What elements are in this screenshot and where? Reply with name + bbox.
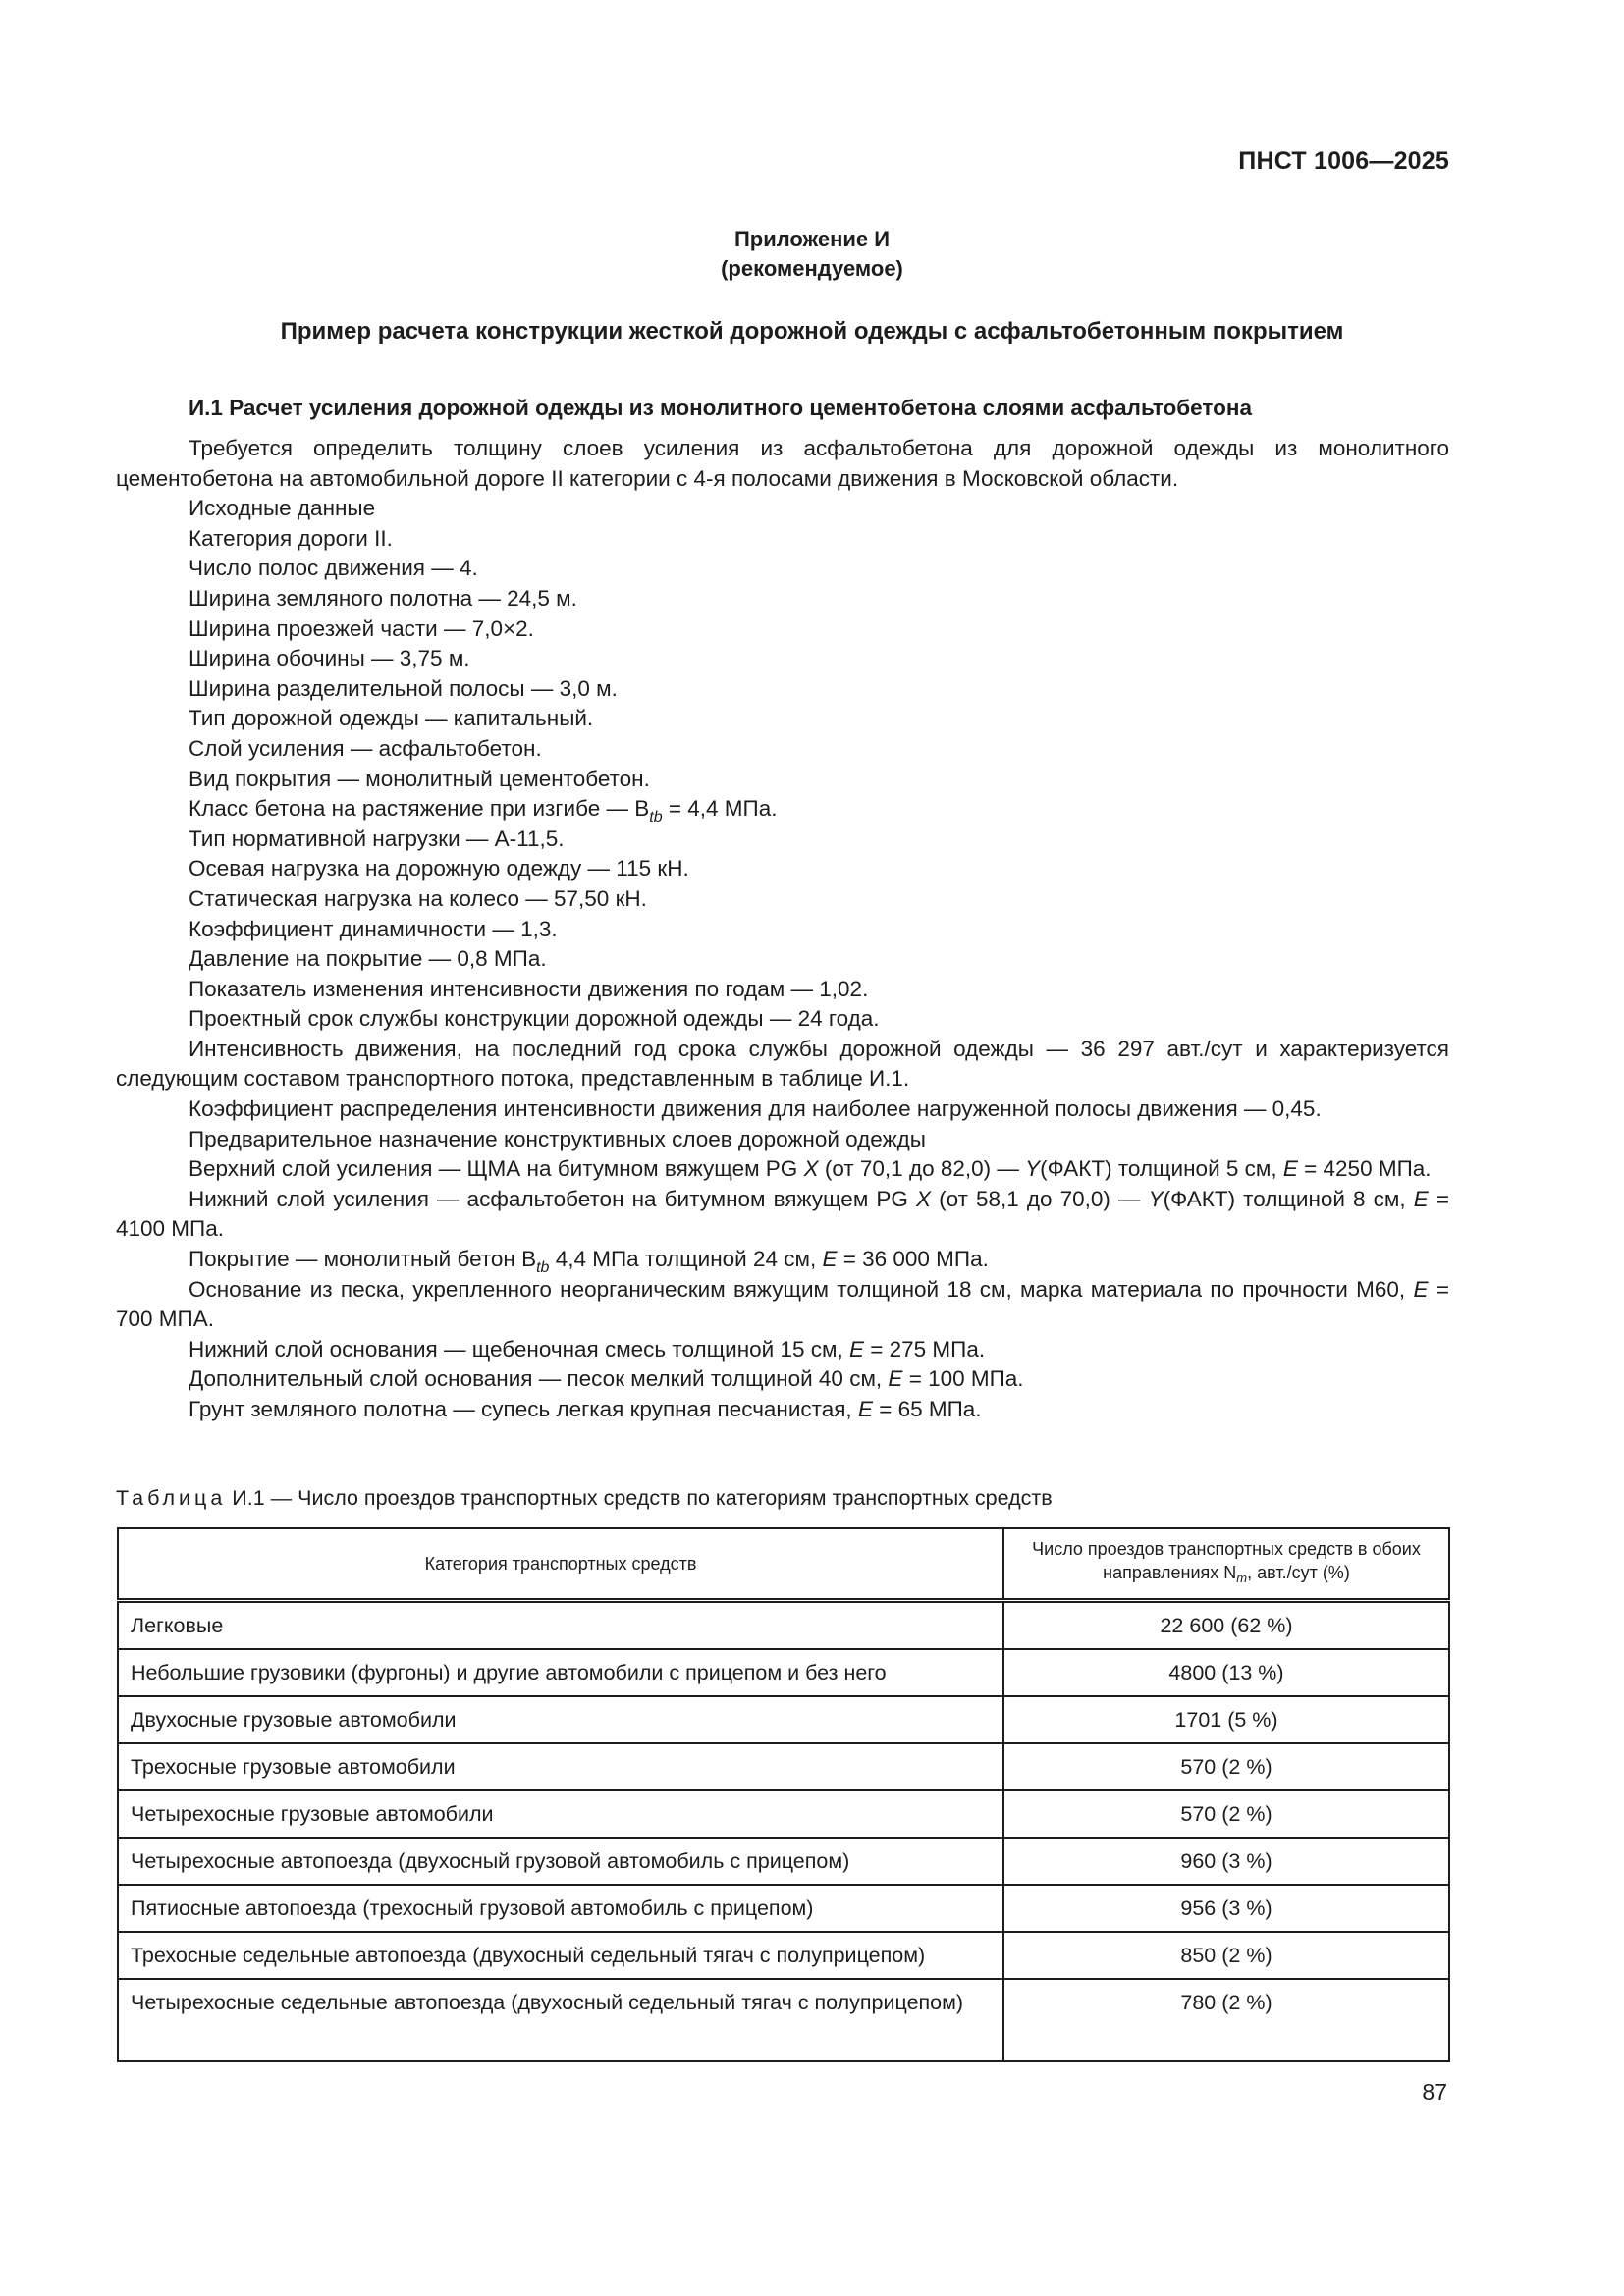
paragraph: Статическая нагрузка на колесо — 57,50 кН. [189, 885, 647, 911]
text: = 36 000 МПа. [837, 1247, 989, 1272]
paragraph: Тип нормативной нагрузки — А-11,5. [189, 826, 565, 851]
table-caption [116, 1486, 1053, 1511]
cell-category: Четырехосные автопоезда (двухосный грузовой автомобиль с прицепом) [118, 1838, 1003, 1885]
column-header-category: Категория транспортных средств [118, 1528, 1003, 1601]
symbol: X [915, 1186, 931, 1211]
annex-title: Приложение И [733, 227, 891, 251]
text: (от 70,1 до 82,0) — [818, 1156, 1026, 1182]
table-row [118, 1979, 1449, 2061]
paragraph [116, 1275, 1449, 1335]
table-row [118, 1743, 1449, 1790]
text: Дополнительный слой основания — песок мелкий толщиной 40 см, [189, 1366, 889, 1392]
text: 4,4 МПа толщиной 24 см, [549, 1247, 823, 1272]
cell-count: 22 600 (62 %) [1003, 1601, 1449, 1650]
cell-category: Четырехосные грузовые автомобили [118, 1790, 1003, 1838]
subscript: tb [536, 1259, 550, 1277]
paragraph: Проектный срок службы конструкции дорожной одежды — 24 года. [189, 1006, 880, 1032]
text: Класс бетона на растяжение при изгибе — B [189, 796, 650, 822]
text: Число проездов транспортных средств в обоих направлениях N [1032, 1539, 1421, 1582]
table-row [118, 1790, 1449, 1838]
table-row [118, 1696, 1449, 1743]
table-row [118, 1601, 1449, 1650]
subscript: tb [649, 809, 663, 827]
symbol: E [822, 1247, 838, 1272]
paragraph: Ширина обочины — 3,75 м. [189, 646, 470, 671]
text: (от 58,1 до 70,0) — [931, 1186, 1149, 1211]
symbol: Y [1025, 1156, 1041, 1182]
text: Основание из песка, укрепленного неорганическим вяжущим толщиной 18 см, марка материала по прочности М60, [189, 1276, 1414, 1302]
cell-count: 956 (3 %) [1003, 1885, 1449, 1932]
paragraph: Осевая нагрузка на дорожную одежду — 115 кН. [189, 856, 689, 881]
symbol: E [888, 1366, 903, 1392]
symbol: E [1282, 1156, 1298, 1182]
text: = 4250 МПа. [1297, 1156, 1432, 1182]
table-header-row [118, 1528, 1449, 1601]
symbol: E [857, 1397, 873, 1421]
text: (ФАКТ) толщиной 5 см, [1040, 1156, 1283, 1182]
cell-count: 4800 (13 %) [1003, 1649, 1449, 1696]
symbol: E [848, 1336, 864, 1362]
table-row [118, 1649, 1449, 1696]
paragraph: Категория дороги II. [189, 525, 393, 551]
table-caption-text: И.1 — Число проездов транспортных средств по категориям транспортных средств [226, 1486, 1053, 1510]
text: = 700 МПА. [116, 1276, 1449, 1332]
paragraph [116, 1185, 1449, 1245]
symbol: E [1413, 1276, 1429, 1302]
text: = 100 МПа. [902, 1366, 1024, 1392]
paragraph: Ширина земляного полотна — 24,5 м. [189, 585, 577, 611]
text: = 275 МПа. [863, 1336, 986, 1362]
paragraph: Требуется определить толщину слоев усиления из асфальтобетона для дорожной одежды из монолитного цементобетона на автомобильной дороге II категории с 4-я полосами движения в Московской области. [116, 436, 1449, 491]
cell-category: Трехосные седельные автопоезда (двухосный седельный тягач с полуприцепом) [118, 1932, 1003, 1979]
subscript: m [1236, 1571, 1248, 1585]
symbol: Y [1148, 1186, 1164, 1211]
paragraph: Коэффициент динамичности — 1,3. [189, 916, 558, 941]
paragraph: Коэффициент распределения интенсивности движения для наиболее нагруженной полосы движения — 0,45. [189, 1096, 1322, 1122]
paragraph [116, 1395, 1449, 1425]
paragraph [116, 1245, 1449, 1275]
section-body [116, 434, 1449, 1425]
paragraph: Вид покрытия — монолитный цементобетон. [189, 766, 650, 791]
section-title: И.1 Расчет усиления дорожной одежды из монолитного цементобетона слоями асфальтобетона [189, 396, 1252, 420]
text: = 65 МПа. [872, 1397, 982, 1421]
cell-category: Трехосные грузовые автомобили [118, 1743, 1003, 1790]
paragraph [116, 794, 1449, 825]
table-caption-label: Таблица [116, 1486, 227, 1510]
cell-count: 850 (2 %) [1003, 1932, 1449, 1979]
text: Грунт земляного полотна — супесь легкая крупная песчанистая, [189, 1397, 858, 1421]
text: Верхний слой усиления — ЩМА на битумном вяжущем PG [189, 1156, 804, 1182]
paragraph: Показатель изменения интенсивности движения по годам — 1,02. [189, 976, 869, 1001]
document-code: ПНСТ 1006—2025 [1238, 147, 1449, 175]
paragraph [116, 1364, 1449, 1395]
vehicle-traffic-table [117, 1527, 1450, 2062]
cell-count: 570 (2 %) [1003, 1743, 1449, 1790]
cell-category: Двухосные грузовые автомобили [118, 1696, 1003, 1743]
paragraph: Тип дорожной одежды — капитальный. [189, 706, 594, 731]
column-header-count [1003, 1528, 1449, 1601]
paragraph: Слой усиления — асфальтобетон. [189, 735, 542, 761]
cell-category: Легковые [118, 1601, 1003, 1650]
cell-category: Четырехосные седельные автопоезда (двухосный седельный тягач с полуприцепом) [118, 1979, 1003, 2061]
paragraph: Ширина проезжей части — 7,0×2. [189, 615, 534, 641]
text: , авт./сут (%) [1247, 1563, 1350, 1582]
text: Нижний слой усиления — асфальтобетон на битумном вяжущем PG [189, 1186, 916, 1211]
paragraph [116, 1154, 1449, 1185]
annex-heading: Пример расчета конструкции жесткой дорожной одежды с асфальтобетонным покрытием [280, 318, 1344, 345]
paragraph: Исходные данные [189, 496, 376, 521]
text: (ФАКТ) толщиной 8 см, [1163, 1186, 1414, 1211]
symbol: X [803, 1156, 819, 1182]
cell-category: Пятиосные автопоезда (трехосный грузовой автомобиль с прицепом) [118, 1885, 1003, 1932]
paragraph [116, 1335, 1449, 1365]
cell-category: Небольшие грузовики (фургоны) и другие автомобили с прицепом и без него [118, 1649, 1003, 1696]
paragraph: Давление на покрытие — 0,8 МПа. [189, 946, 547, 972]
cell-count: 1701 (5 %) [1003, 1696, 1449, 1743]
text: = 4,4 МПа. [662, 796, 778, 822]
cell-count: 570 (2 %) [1003, 1790, 1449, 1838]
table-row [118, 1885, 1449, 1932]
page-number: 87 [1422, 2079, 1447, 2105]
symbol: E [1413, 1186, 1429, 1211]
paragraph: Число полос движения — 4. [189, 556, 478, 581]
text: Нижний слой основания — щебеночная смесь толщиной 15 см, [189, 1336, 849, 1362]
annex-status: (рекомендуемое) [721, 256, 903, 281]
cell-count: 960 (3 %) [1003, 1838, 1449, 1885]
paragraph: Ширина разделительной полосы — 3,0 м. [189, 675, 618, 701]
text: = 4100 МПа. [116, 1186, 1449, 1242]
paragraph: Интенсивность движения, на последний год срока службы дорожной одежды — 36 297 авт./сут и характеризуется следующим составом транспортного потока, представленным в таблице И.1. [116, 1036, 1449, 1092]
table-row [118, 1838, 1449, 1885]
cell-count: 780 (2 %) [1003, 1979, 1449, 2061]
table-row [118, 1932, 1449, 1979]
paragraph: Предварительное назначение конструктивных слоев дорожной одежды [189, 1126, 926, 1151]
text: Покрытие — монолитный бетон B [189, 1247, 537, 1272]
